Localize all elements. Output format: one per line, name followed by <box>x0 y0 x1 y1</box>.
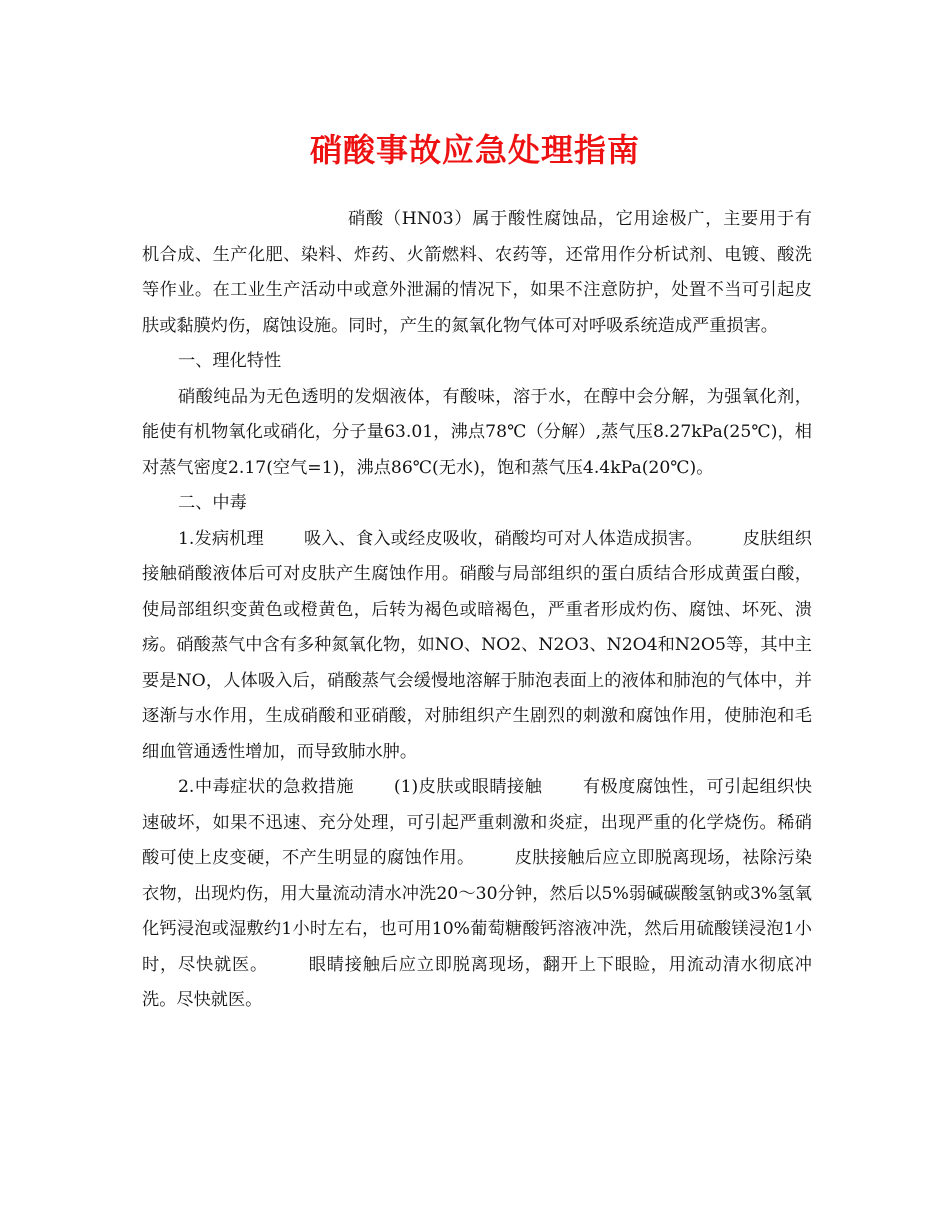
first-aid-subheading: (1)皮肤或眼睛接触 <box>393 777 543 797</box>
section-heading-poisoning: 二、中毒 <box>178 493 247 513</box>
mechanism-text-1: 吸入、食入或经皮吸收，硝酸均可对人体造成损害。 <box>303 528 703 549</box>
first-aid-paragraph <box>142 770 812 1019</box>
document-title: 硝酸事故应急处理指南 <box>309 131 640 169</box>
first-aid-text-3: 眼睛接触后应立即脱离现场，翻开上下眼睑，用流动清水彻底冲洗。尽快就医。 <box>142 954 812 1010</box>
intro-paragraph: 硝酸（HN03）属于酸性腐蚀品，它用途极广，主要用于有机合成、生产化肥、染料、炸药、火箭燃料、农药等，还常用作分析试剂、电镀、酸洗等作业。在工业生产活动中或意外泄漏的情况下，如果不注意防护，处置不当可引起皮肤或黏膜灼伤，腐蚀设施。同时，产生的氮氧化物气体可对呼吸系统造成严重损害。 <box>142 209 812 336</box>
mechanism-label: 1.发病机理 <box>178 528 264 549</box>
first-aid-label: 2.中毒症状的急救措施 <box>178 777 354 797</box>
document-body <box>142 202 812 1019</box>
properties-paragraph: 硝酸纯品为无色透明的发烟液体，有酸味，溶于水，在醇中会分解，为强氧化剂，能使有机物氧化或硝化，分子量63.01，沸点78℃（分解）,蒸气压8.27kPa(25℃)，相对蒸气密度2.17(空气=1)，沸点86℃(无水)，饱和蒸气压4.4kPa(20℃)。 <box>142 386 812 478</box>
first-aid-text-1: 有极度腐蚀性，可引起组织快速破坏，如果不迅速、充分处理，可引起严重刺激和炎症，出现严重的化学烧伤。稀硝酸可使上皮变硬，不产生明显的腐蚀作用。 <box>142 777 812 868</box>
first-aid-text-2: 皮肤接触后应立即脱离现场，袪除污染衣物，出现灼伤，用大量流动清水冲洗20～30分钟，然后以5%弱碱碳酸氢钠或3%氢氧化钙浸泡或湿敷约1小时左右，也可用10%葡萄糖酸钙溶液冲洗，然后用硫酸镁浸泡1小时，尽快就医。 <box>142 848 812 975</box>
mechanism-paragraph <box>142 522 812 771</box>
mechanism-text-2: 皮肤组织接触硝酸液体后可对皮肤产生腐蚀作用。硝酸与局部组织的蛋白质结合形成黄蛋白酸，使局部组织变黄色或橙黄色，后转为褐色或暗褐色，严重者形成灼伤、腐蚀、坏死、溃疡。硝酸蒸气中含有多种氮氧化物，如NO、NO2、N2O3、N2O4和N2O5等，其中主要是NO，人体吸入后，硝酸蒸气会缓慢地溶解于肺泡表面上的液体和肺泡的气体中，并逐渐与水作用，生成硝酸和亚硝酸，对肺组织产生剧烈的刺激和腐蚀作用，使肺泡和毛细血管通透性增加，而导致肺水肿。 <box>142 528 812 762</box>
section-heading-properties: 一、理化特性 <box>178 351 282 371</box>
